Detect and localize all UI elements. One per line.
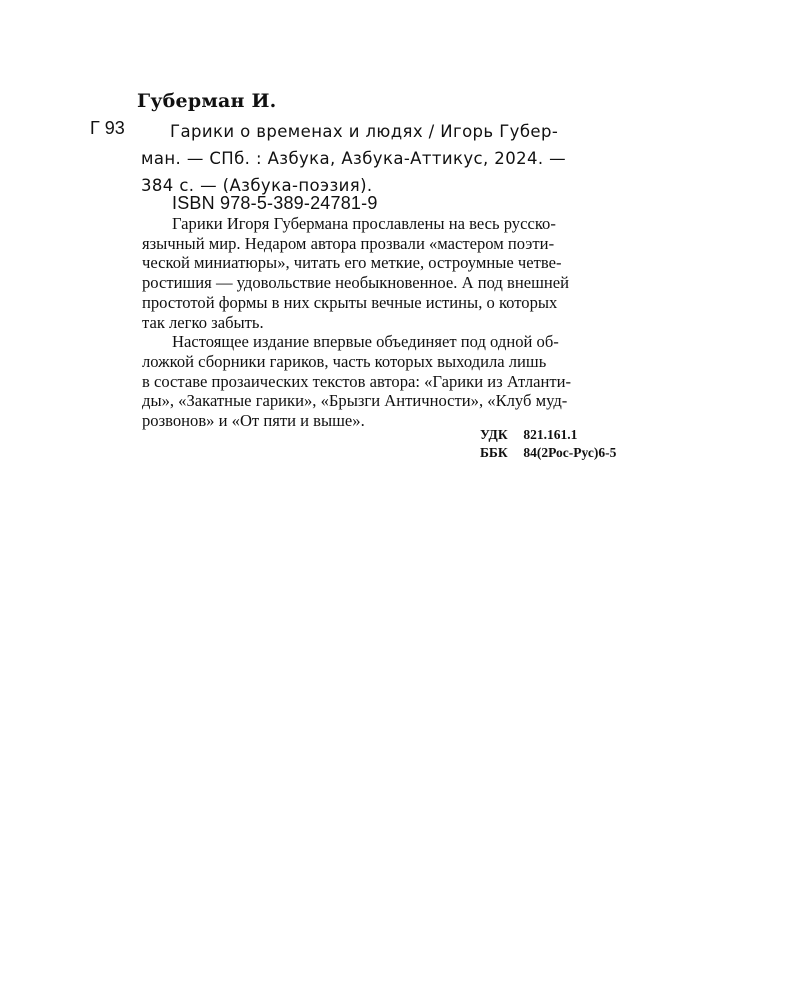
annotation-line: так легко забыть. [142, 312, 264, 332]
annotation-line: язычный мир. Недаром автора прозвали «мастером поэти- [142, 233, 555, 253]
bibliographic-description [141, 118, 660, 199]
annotation-paragraph-2 [142, 332, 652, 431]
bibliographic-line: Гарики о временах и людях / Игорь Губер- [170, 122, 559, 141]
annotation-line: ческой миниатюры», читать его меткие, остроумные четве- [142, 253, 562, 273]
udk-label: УДК [480, 427, 508, 442]
annotation-line: розвонов» и «От пяти и выше». [142, 411, 365, 431]
bbk-label: ББК [480, 445, 508, 460]
annotation-line: ды», «Закатные гарики», «Брызги Античности», «Клуб муд- [142, 391, 568, 411]
isbn: ISBN 978-5-389-24781-9 [172, 193, 378, 213]
annotation-line: Гарики Игоря Губермана прославлены на весь русско- [172, 214, 556, 233]
annotation-line: простотой формы в них скрыты вечные истины, о которых [142, 292, 558, 312]
author-code: Г 93 [90, 118, 125, 138]
annotation-line: ростишия — удовольствие необыкновенное. А под внешней [142, 273, 569, 293]
udk-row [480, 426, 616, 444]
author-name: Губерман И. [137, 90, 277, 112]
udk-value: 821.161.1 [523, 427, 578, 442]
bibliographic-line: 384 с. — (Азбука-поэзия). [141, 176, 373, 195]
annotation-paragraph-1 [142, 214, 652, 332]
annotation-line: ложкой сборники гариков, часть которых выходила лишь [142, 351, 547, 371]
bibliographic-line: ман. — СПб. : Азбука, Азбука-Аттикус, 2024. — [141, 149, 567, 168]
bbk-value: 84(2Рос-Рус)6-5 [523, 445, 617, 460]
classification-codes [480, 426, 616, 462]
bbk-row [480, 444, 616, 462]
annotation-line: Настоящее издание впервые объединяет под одной об- [172, 332, 559, 352]
annotation-line: в составе прозаических текстов автора: «Гарики из Атланти- [142, 371, 571, 391]
annotation [142, 214, 652, 431]
